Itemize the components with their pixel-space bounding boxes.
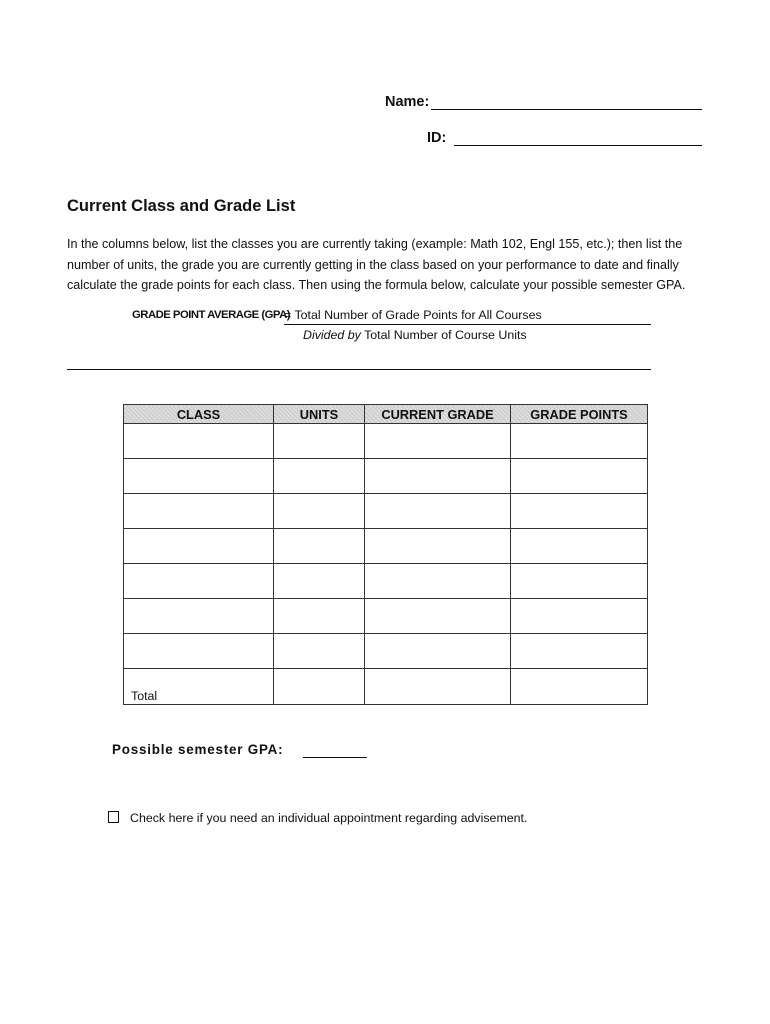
column-header-grade-points: GRADE POINTS xyxy=(511,405,648,424)
units-cell[interactable] xyxy=(274,634,365,669)
advisement-checkbox[interactable] xyxy=(108,811,119,823)
semester-gpa-label: Possible semester GPA: xyxy=(112,742,284,757)
table-row xyxy=(124,459,648,494)
section-divider xyxy=(67,369,651,370)
instructions-line-3: calculate the grade points for each class. Then using the formula below, calculate your possible semester GPA. xyxy=(67,278,686,292)
table-row xyxy=(124,634,648,669)
grade-points-cell[interactable] xyxy=(511,459,648,494)
units-cell[interactable] xyxy=(274,459,365,494)
current-grade-cell[interactable] xyxy=(365,529,511,564)
total-row xyxy=(124,669,648,705)
grade-points-cell[interactable] xyxy=(511,634,648,669)
gpa-formula-numerator: = Total Number of Grade Points for All Courses xyxy=(284,308,542,322)
total-label: Total xyxy=(124,669,274,705)
table-header-row xyxy=(124,405,648,424)
table-row xyxy=(124,494,648,529)
class-cell[interactable] xyxy=(124,459,274,494)
page-title: Current Class and Grade List xyxy=(67,197,296,215)
advisement-checkbox-label: Check here if you need an individual appointment regarding advisement. xyxy=(130,811,528,825)
grade-points-cell[interactable] xyxy=(511,564,648,599)
current-grade-cell[interactable] xyxy=(365,459,511,494)
units-cell[interactable] xyxy=(274,564,365,599)
class-cell[interactable] xyxy=(124,599,274,634)
table-row xyxy=(124,529,648,564)
current-grade-cell[interactable] xyxy=(365,599,511,634)
id-label: ID: xyxy=(427,130,447,146)
column-header-class: CLASS xyxy=(124,405,274,424)
class-cell[interactable] xyxy=(124,494,274,529)
divisor-text: Total Number of Course Units xyxy=(364,328,527,342)
id-field[interactable] xyxy=(454,145,702,146)
class-cell[interactable] xyxy=(124,634,274,669)
table-row xyxy=(124,599,648,634)
column-header-current-grade: CURRENT GRADE xyxy=(365,405,511,424)
grades-table xyxy=(123,404,648,705)
class-cell[interactable] xyxy=(124,529,274,564)
class-cell[interactable] xyxy=(124,564,274,599)
table-row xyxy=(124,424,648,459)
name-field[interactable] xyxy=(431,109,702,110)
instructions xyxy=(67,234,707,296)
units-cell[interactable] xyxy=(274,529,365,564)
current-grade-cell[interactable] xyxy=(365,424,511,459)
semester-gpa-field[interactable] xyxy=(303,757,367,758)
grade-points-cell[interactable] xyxy=(511,599,648,634)
total-grade-points-cell[interactable] xyxy=(511,669,648,705)
gpa-formula-fraction-line xyxy=(284,324,651,325)
name-label: Name: xyxy=(385,94,430,110)
units-cell[interactable] xyxy=(274,424,365,459)
gpa-formula-label: GRADE POINT AVERAGE (GPA) xyxy=(132,309,291,321)
column-header-units: UNITS xyxy=(274,405,365,424)
units-cell[interactable] xyxy=(274,494,365,529)
units-cell[interactable] xyxy=(274,599,365,634)
grade-points-cell[interactable] xyxy=(511,529,648,564)
gpa-formula-denominator xyxy=(303,328,527,342)
instructions-line-1: In the columns below, list the classes you are currently taking (example: Math 102, Engl 155, etc.); then list the xyxy=(67,237,683,251)
current-grade-cell[interactable] xyxy=(365,634,511,669)
current-grade-cell[interactable] xyxy=(365,564,511,599)
grade-points-cell[interactable] xyxy=(511,424,648,459)
current-grade-cell[interactable] xyxy=(365,494,511,529)
grade-points-cell[interactable] xyxy=(511,494,648,529)
class-cell[interactable] xyxy=(124,424,274,459)
total-current-grade-cell[interactable] xyxy=(365,669,511,705)
table-row xyxy=(124,564,648,599)
divided-by-text: Divided by xyxy=(303,328,361,342)
instructions-line-2: number of units, the grade you are currently getting in the class based on your performance to date and finally xyxy=(67,257,679,272)
total-units-cell[interactable] xyxy=(274,669,365,705)
